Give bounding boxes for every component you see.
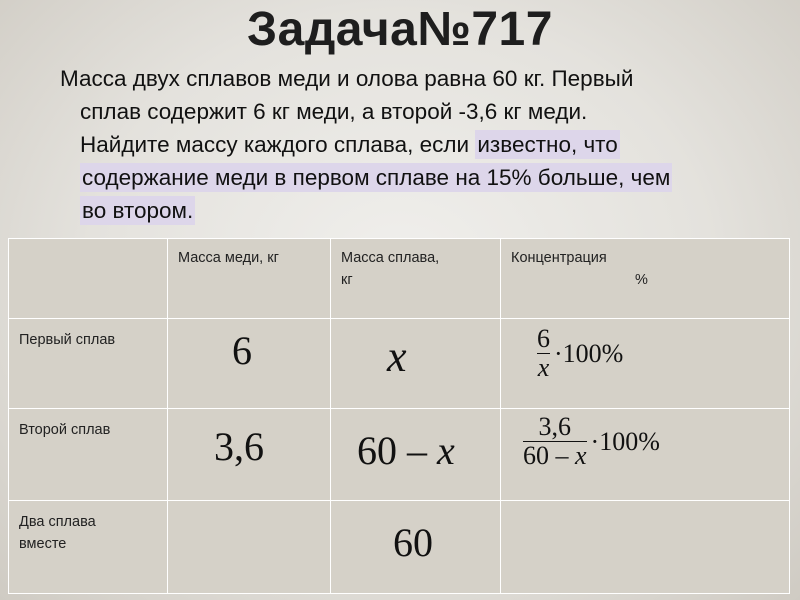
- problem-highlight-2: содержание меди в первом сплаве на 15% больше, чем: [82, 165, 671, 190]
- multiplier-second: ·100%: [590, 426, 660, 456]
- cell-copper-both: [168, 501, 331, 594]
- header-alloy-mass: [331, 239, 501, 319]
- row-label-second: Второй сплав: [9, 409, 168, 501]
- alloy-both-value: 60: [393, 520, 433, 565]
- problem-line-1: Масса двух сплавов меди и олова равна 60 кг. Первый: [60, 66, 634, 91]
- problem-line-3-text: Найдите массу каждого сплава, если: [80, 132, 476, 157]
- problem-highlight-1: известно, что: [477, 132, 618, 157]
- cell-concentration-first: [501, 319, 790, 409]
- slide-title: Задача№717: [247, 3, 553, 56]
- table-row: [9, 409, 790, 501]
- header-alloy-mass-label: Масса сплава,: [341, 250, 440, 266]
- problem-line-5: [40, 194, 780, 227]
- multiplier-first: ·100%: [554, 338, 624, 368]
- cell-copper-first: [168, 319, 331, 409]
- cell-alloy-first: [331, 319, 501, 409]
- copper-second-value: 3,6: [214, 424, 264, 469]
- alloy-second-value: [357, 427, 455, 474]
- row-label-both: [9, 501, 168, 594]
- fraction-second-denominator: [523, 442, 587, 470]
- fraction-second: [523, 413, 587, 470]
- fraction-second-den-var: x: [575, 441, 587, 470]
- table-row: [9, 319, 790, 409]
- fraction-first-denominator: x: [537, 353, 550, 382]
- cell-copper-second: [168, 409, 331, 501]
- problem-line-2: сплав содержит 6 кг меди, а второй -3,6 кг меди.: [80, 99, 588, 124]
- cell-alloy-both: [331, 501, 501, 594]
- fraction-second-den-const: 60 –: [523, 441, 575, 470]
- header-empty-cell: [9, 239, 168, 319]
- row-label-both-line-2: вместе: [19, 536, 67, 552]
- alloy-second-const: 60 –: [357, 428, 437, 473]
- header-concentration: [501, 239, 790, 319]
- row-label-both-line-1: Два сплава: [19, 514, 96, 530]
- problem-line-4: [40, 161, 780, 194]
- problem-text: [40, 62, 780, 227]
- concentration-first-formula: [537, 325, 623, 382]
- header-alloy-mass-unit: кг: [341, 272, 353, 288]
- row-label-first: Первый сплав: [9, 319, 168, 409]
- header-concentration-label: Концентрация: [511, 250, 607, 266]
- fraction-second-numerator: 3,6: [538, 412, 572, 441]
- data-table: [8, 238, 789, 593]
- fraction-first-numerator: 6: [537, 324, 550, 353]
- cell-alloy-second: [331, 409, 501, 501]
- alloy-second-var: x: [437, 428, 455, 473]
- copper-first-value: 6: [232, 328, 252, 373]
- fraction-first: [537, 325, 550, 382]
- problem-highlight-3: во втором.: [82, 198, 194, 223]
- table-header-row: [9, 239, 790, 319]
- header-concentration-unit: %: [635, 272, 648, 288]
- header-copper-mass: [168, 239, 331, 319]
- alloy-first-value: x: [387, 332, 407, 381]
- problem-line-3: [40, 128, 780, 161]
- header-copper-mass-label: Масса меди, кг: [178, 250, 279, 266]
- cell-concentration-second: [501, 409, 790, 501]
- cell-concentration-both: [501, 501, 790, 594]
- concentration-second-formula: [523, 413, 660, 470]
- table-row: [9, 501, 790, 594]
